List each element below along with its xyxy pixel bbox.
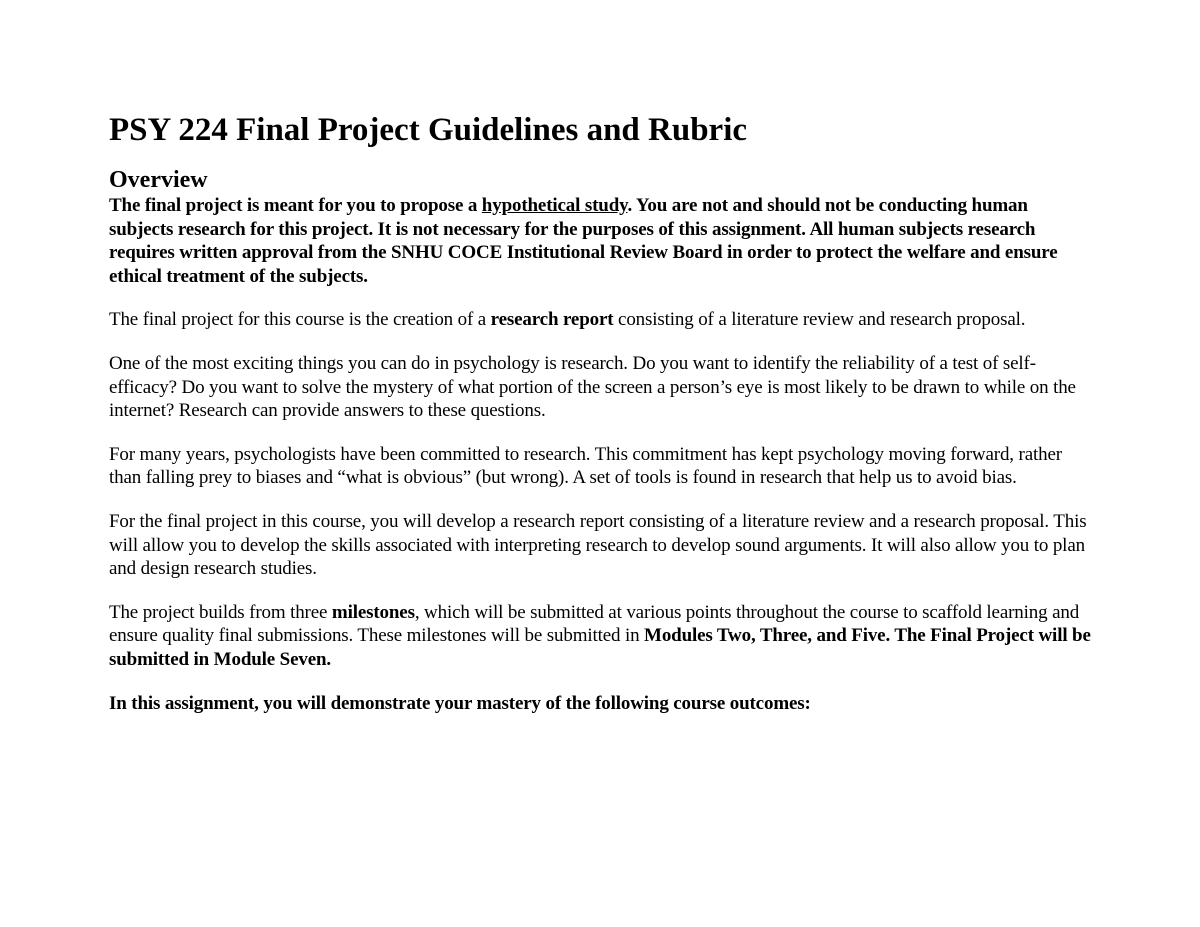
psychology-research-paragraph: For many years, psychologists have been committed to research. This commitment has kept psychology moving forward, rather than falling prey to biases and “what is obvious” (but wrong). A set of tools is found in research that help us to avoid bias. [109,443,1062,489]
document-page [109,110,1094,735]
outcomes-intro: In this assignment, you will demonstrate your mastery of the following course outcomes: [109,692,811,714]
intro-text-end: consisting of a literature review and research proposal. [613,309,1026,331]
milestones-paragraph [109,601,1094,672]
milestones-text-middle: , which will be submitted at various points throughout the course to scaffold learning and ensure quality final submissions. These milestones will be submitted in [109,601,1080,647]
hypothetical-study-link[interactable]: hypothetical study [481,195,628,216]
milestones-term: milestones [331,601,415,623]
overview-heading: Overview [109,167,208,193]
disclaimer-text-end: . You are not and should not be conducting human subjects research for this project. It is not necessary for the purposes of this assignment. All human subjects research requires written approval from the SNHU COCE Institutional Review Board in order to protect the welfare and ensure ethical treatment of the subjects. [109,195,1058,287]
modules-schedule: Modules Two, Three, and Five. The Final Project will be submitted in Module Seven. [109,625,1091,670]
research-questions-paragraph: One of the most exciting things you can do in psychology is research. Do you want to identify the reliability of a test of self-efficacy? Do you want to solve the mystery of what portion of the screen a person’s eye is most likely to be drawn to while on the internet? Research can provide answers to these questions. [109,352,1076,422]
disclaimer-text-start: The final project is meant for you to propose a [109,195,482,216]
disclaimer-paragraph [109,194,1094,288]
intro-text-start: The final project for this course is the creation of a [109,309,491,331]
milestones-text-start: The project builds from three [109,601,332,623]
intro-paragraph [109,308,1094,332]
page-title: PSY 224 Final Project Guidelines and Rubric [109,112,748,148]
research-report-term: research report [490,309,614,331]
final-project-paragraph: For the final project in this course, you will develop a research report consisting of a literature review and a research proposal. This will allow you to develop the skills associated with interpreting research to develop sound arguments. It will also allow you to plan and design research studies. [109,510,1087,580]
